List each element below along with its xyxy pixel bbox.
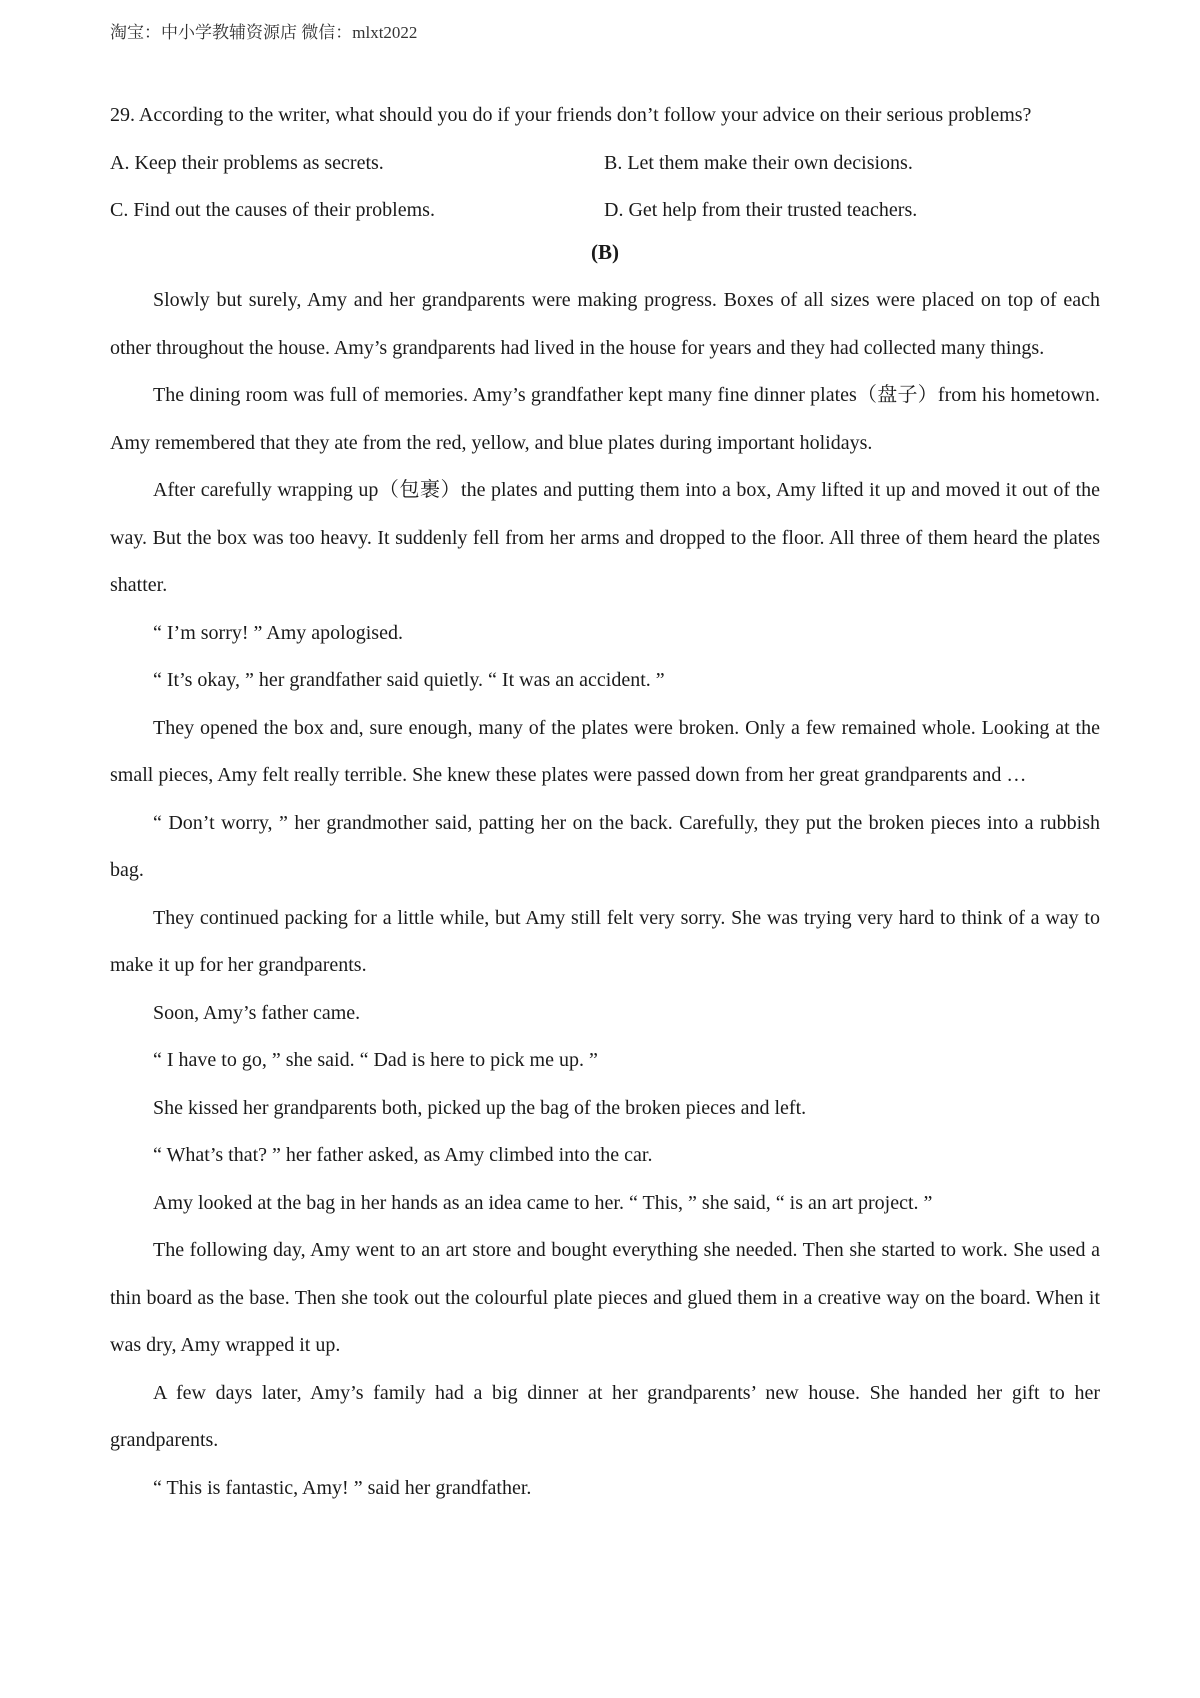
- passage-paragraph: Amy looked at the bag in her hands as an idea came to her. “ This, ” she said, “ is an art project. ”: [153, 1191, 933, 1214]
- document-body: [110, 100, 1100, 1512]
- passage-paragraph: After carefully wrapping up（包裹）the plates and putting them into a box, Amy lifted it up and moved it out of the way. But the box was too heavy. It suddenly fell from her arms and dropped to the floor. All three of them heard the plates shatter.: [110, 479, 1100, 596]
- passage-paragraph: A few days later, Amy’s family had a big dinner at her grandparents’ new house. She handed her gift to her grandparents.: [110, 1381, 1100, 1451]
- question-stem: 29. According to the writer, what should you do if your friends don’t follow your advice on their serious problems?: [110, 104, 1032, 126]
- option-a: A. Keep their problems as secrets.: [110, 152, 384, 174]
- passage-paragraph: “ This is fantastic, Amy! ” said her grandfather.: [153, 1476, 532, 1499]
- page-header-watermark: 淘宝：中小学教辅资源店 微信：mlxt2022: [110, 23, 418, 42]
- passage-paragraph: They opened the box and, sure enough, many of the plates were broken. Only a few remained whole. Looking at the small pieces, Amy felt really terrible. She knew these plates were passed down from her great grandparents and …: [110, 716, 1100, 786]
- passage-paragraph: Soon, Amy’s father came.: [153, 1001, 361, 1024]
- passage-paragraph: “ I have to go, ” she said. “ Dad is here to pick me up. ”: [153, 1049, 598, 1071]
- option-d: D. Get help from their trusted teachers.: [604, 199, 918, 221]
- question-options: [110, 148, 1100, 225]
- passage-paragraph: Slowly but surely, Amy and her grandparents were making progress. Boxes of all sizes were placed on top of each other throughout the house. Amy’s grandparents had lived in the house for years and they had collected many things.: [110, 289, 1100, 359]
- passage-paragraph: They continued packing for a little while, but Amy still felt very sorry. She was trying very hard to think of a way to make it up for her grandparents.: [110, 906, 1100, 976]
- passage-paragraph: “ I’m sorry! ” Amy apologised.: [153, 621, 403, 644]
- passage-paragraph: “ It’s okay, ” her grandfather said quietly. “ It was an accident. ”: [153, 669, 665, 691]
- passage: [110, 277, 1100, 1512]
- option-c: C. Find out the causes of their problems.: [110, 199, 435, 221]
- option-b: B. Let them make their own decisions.: [604, 152, 913, 174]
- passage-paragraph: She kissed her grandparents both, picked up the bag of the broken pieces and left.: [153, 1096, 807, 1119]
- passage-paragraph: “ What’s that? ” her father asked, as Amy climbed into the car.: [153, 1144, 653, 1166]
- passage-paragraph: The following day, Amy went to an art store and bought everything she needed. Then she started to work. She used a thin board as the base. Then she took out the colourful plate pieces and glued them in a creative way on the board. When it was dry, Amy wrapped it up.: [110, 1239, 1100, 1356]
- passage-paragraph: “ Don’t worry, ” her grandmother said, patting her on the back. Carefully, they put the broken pieces into a rubbish bag.: [110, 811, 1100, 881]
- section-title: (B): [591, 240, 619, 264]
- passage-paragraph: The dining room was full of memories. Amy’s grandfather kept many fine dinner plates（盘子）from his hometown. Amy remembered that they ate from the red, yellow, and blue plates during important holidays.: [110, 384, 1100, 454]
